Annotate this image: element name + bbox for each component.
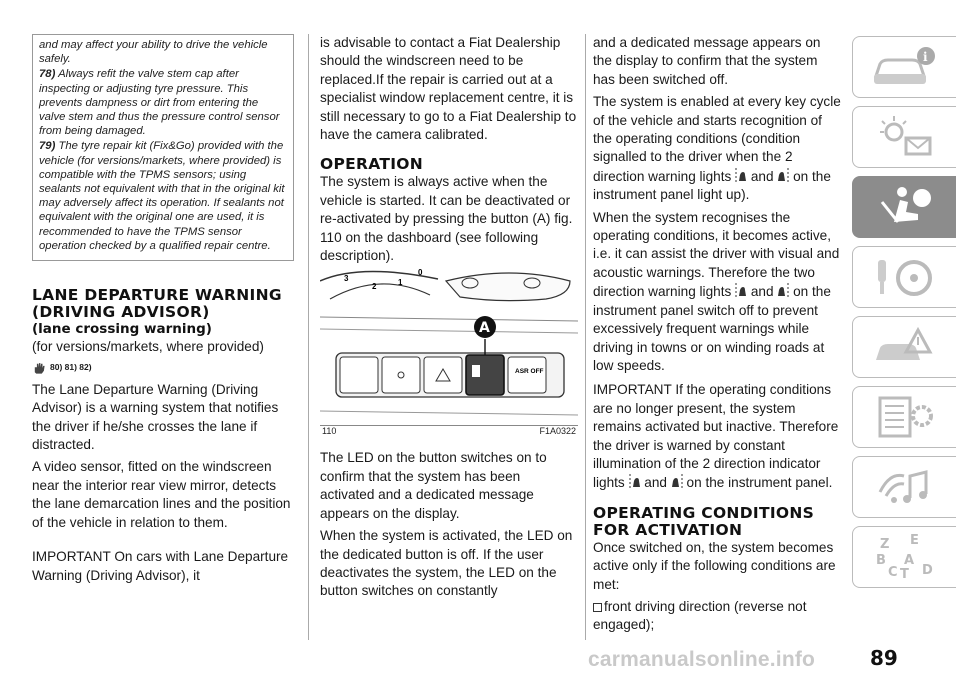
bullet-item: front driving direction (reverse not engaged); (593, 598, 807, 633)
car-crash-icon (870, 322, 940, 372)
column-divider (585, 34, 586, 640)
note-item: and may affect your ability to drive the vehicle safely. (39, 39, 268, 66)
figure-dashboard-button (320, 269, 578, 439)
bullet-square-icon (593, 603, 602, 612)
dial-number: 3 (344, 274, 349, 284)
note-item: 78) Always refit the valve stem cap after inspecting or adjusting tyre pressure. This prevents dampness or dirt from entering the valve stem and thus the pressure control sensor from being damaged. (39, 68, 280, 138)
svg-text:B: B (875, 553, 886, 568)
tab-servicing[interactable] (852, 386, 956, 448)
lane-warning-right-icon (777, 282, 789, 299)
tab-warning-lights[interactable] (852, 106, 956, 168)
tab-index[interactable] (852, 526, 956, 588)
paragraph: IMPORTANT On cars with Lane Departure Warning (Driving Advisor), it (32, 549, 289, 583)
section-heading: LANE DEPARTURE WARNING (DRIVING ADVISOR) (32, 286, 282, 322)
dashboard-illustration (320, 269, 578, 425)
paragraph: The LED on the button switches on to confirm that the system has been activated and a dedicated message appears on the display. (320, 450, 547, 521)
callout-label-a: A (479, 320, 490, 337)
svg-text:T: T (899, 567, 909, 582)
paragraph: The system is always active when the vehicle is started. It can be deactivated or re-activated by pressing the button (A) fig. 110 on the dashboard (see following description). (320, 174, 573, 264)
section-heading: OPERATING CONDITIONS FOR ACTIVATION (593, 503, 815, 539)
figure-code: F1A0322 (539, 426, 576, 437)
chapter-tabs (852, 36, 960, 596)
lane-warning-right-icon (777, 167, 789, 184)
paragraph: IMPORTANT If the operating conditions are no longer present, the system remains activated but inactive. Therefore the driver is warned by constant illumination of the 2 direction indicator lights and on the instrument panel. (593, 382, 839, 491)
airbag-seat-icon (870, 182, 940, 232)
paragraph: The system is enabled at every key cycle of the vehicle and starts recognition of the operating conditions (condition signalled to the driver when the 2 direction warning lights and on the instrument panel light up). (593, 94, 841, 203)
section-subheading: (lane crossing warning) (32, 321, 212, 338)
page-number: 89 (870, 646, 898, 670)
index-letters-icon (870, 532, 940, 582)
lane-warning-left-icon (629, 473, 641, 490)
paragraph: is advisable to contact a Fiat Dealership should the windscreen need to be replaced.If the repair is carried out at a specialist window replacement centre, it is still necessary to go to a Fiat Dealership to have the camera calibrated. (320, 35, 577, 143)
paragraph: The Lane Departure Warning (Driving Advisor) is a warning system that notifies the driver if he/she crosses the lane if distracted. (32, 381, 279, 453)
tab-starting-driving[interactable] (852, 246, 956, 308)
media-icon (870, 462, 940, 512)
notes-box (32, 34, 294, 261)
lane-warning-right-icon (671, 473, 683, 490)
note-item: 79) The tyre repair kit (Fix&Go) provided with the vehicle (for versions/markets, where provided) is compatible with the TPMS sensors; using sealants not equivalent with that in the original kit may adversely affect its operation. If sealants not equivalent with the original one are used, it is recommended to have the TPMS sensor operation checked by a qualified repair centre. (39, 140, 285, 252)
figure-caption (320, 425, 578, 439)
svg-text:C: C (887, 565, 898, 580)
dial-number: 1 (398, 278, 403, 288)
key-steering-icon (870, 252, 940, 302)
asr-off-label: ASR OFF (515, 368, 544, 376)
tab-emergency[interactable] (852, 316, 956, 378)
paragraph: When the system is activated, the LED on the dedicated button is off. If the user deactivates the system, the LED on the button switches on constantly (320, 528, 573, 599)
svg-text:E: E (909, 533, 919, 548)
lane-warning-left-icon (735, 167, 747, 184)
scope-note: (for versions/markets, where provided) (32, 339, 264, 355)
watermark-logo: carmanualsonline.info (588, 648, 816, 671)
lane-warning-left-icon (735, 282, 747, 299)
paragraph: Once switched on, the system becomes active only if the following conditions are met: (593, 539, 836, 592)
maintenance-list-icon (870, 392, 940, 442)
dial-number: 2 (372, 282, 377, 292)
figure-number: 110 (322, 426, 337, 437)
warning-refs: 80) 81) 82) (32, 358, 294, 376)
warning-lights-icon (870, 112, 940, 162)
svg-text:A: A (903, 553, 914, 568)
car-info-icon (870, 42, 940, 92)
svg-text:Z: Z (879, 537, 889, 552)
warning-hand-icon (32, 361, 46, 375)
paragraph: When the system recognises the operating conditions, it becomes active, i.e. it can assist the driver with visual and acoustic warnings. Therefore the two direction warning lights and on the instrument panel switch off to prevent excessively frequent warnings while driving in towns or on winding roads at low speeds. (593, 209, 840, 373)
tab-knowing-your-car[interactable] (852, 36, 956, 98)
column-left (32, 34, 294, 589)
svg-text:D: D (921, 563, 933, 578)
section-heading: OPERATION (320, 155, 424, 174)
column-right (593, 34, 843, 639)
svg-text:i: i (922, 50, 928, 64)
column-middle (320, 34, 578, 605)
paragraph: and a dedicated message appears on the display to confirm that the system has been switched off. (593, 35, 821, 87)
column-divider (308, 34, 309, 640)
tab-multimedia[interactable] (852, 456, 956, 518)
tab-safety[interactable] (852, 176, 956, 238)
paragraph: A video sensor, fitted on the windscreen near the interior rear view mirror, detects the lane demarcation lines and the position of the vehicle in relation to them. (32, 459, 291, 530)
dial-number: 0 (418, 269, 423, 278)
